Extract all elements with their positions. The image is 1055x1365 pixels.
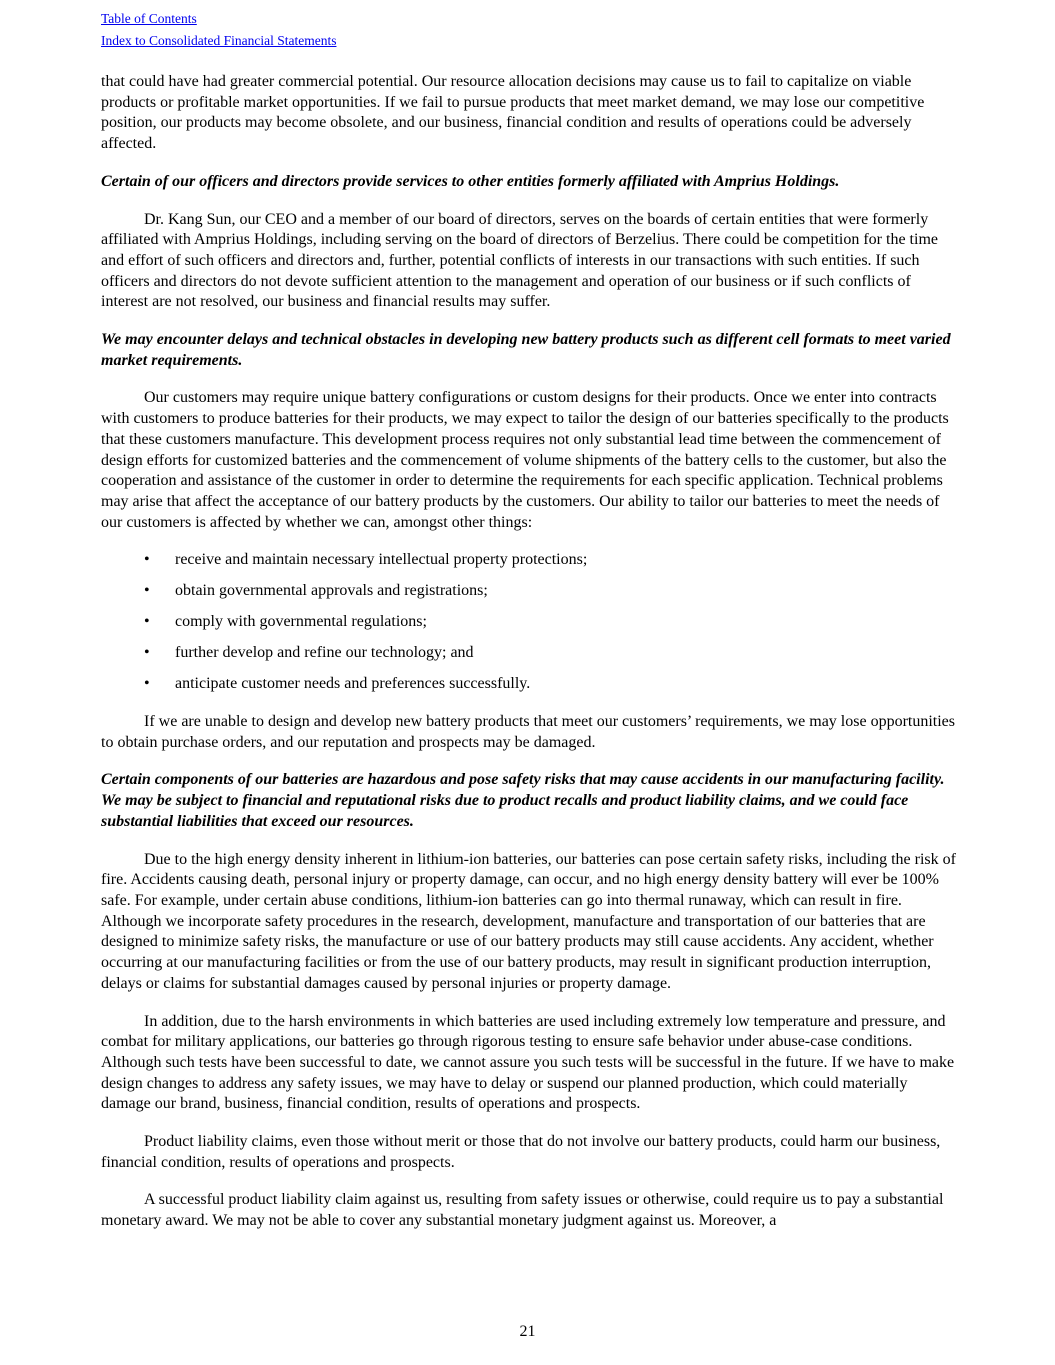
list-item-text: anticipate customer needs and preferences successfully. (175, 675, 531, 693)
list-item (101, 612, 957, 633)
page-number: 21 (519, 1323, 536, 1340)
bullet-glyph: • (144, 582, 150, 600)
list-item-text: comply with governmental regulations; (175, 613, 427, 631)
paragraph-energy-density: Due to the high energy density inherent in lithium-ion batteries, our batteries can pose certain safety risks, including the risk of fire. Accidents causing death, personal injury or property damage, can occur, and no high energy density battery will ever be 100% safe. For example, under certain abuse conditions, lithium-ion batteries can go into thermal runaway, which can result in fire. Although we incorporate safety procedures in the research, development, manufacture and transportation of our batteries that are designed to minimize safety risks, the manufacture or use of our battery products may still cause accidents. Any accident, whether occurring at our manufacturing facilities or from the use of our battery products, may result in significant production interruption, delays or claims for substantial damages caused by personal injuries or property damage. (101, 850, 956, 992)
paragraph-successful-claim: A successful product liability claim against us, resulting from safety issues or otherwise, could require us to pay a substantial monetary award. We may not be able to cover any substantial monetary judgment against us. Moreover, a (101, 1191, 944, 1230)
list-item-text: further develop and refine our technology; and (175, 644, 474, 662)
list-item-text: obtain governmental approvals and registrations; (175, 582, 488, 600)
list-item (101, 674, 957, 695)
bullet-glyph: • (144, 551, 150, 569)
bullet-glyph: • (144, 613, 150, 631)
bullet-glyph: • (144, 675, 150, 693)
index-financial-statements-link[interactable]: Index to Consolidated Financial Statements (101, 33, 337, 48)
paragraph-unable-to-design: If we are unable to design and develop new battery products that meet our customers’ requirements, we may lose opportunities to obtain purchase orders, and our reputation and prospects may be damaged. (101, 713, 956, 751)
list-item (101, 581, 957, 602)
bullet-glyph: • (144, 644, 150, 662)
paragraph-resource-allocation: that could have had greater commercial potential. Our resource allocation decisions may cause us to fail to capitalize on viable products or profitable market opportunities. If we fail to pursue products that meet market demand, we may lose our competitive position, our products may become obsolete, and our business, financial condition and results of operations could be adversely affected. (101, 73, 925, 153)
heading-officers-directors: Certain of our officers and directors provide services to other entities formerly affiliated with Amprius Holdings. (101, 172, 840, 190)
paragraph-liability-claims: Product liability claims, even those without merit or those that do not involve our battery products, could harm our business, financial condition, results of operations and prospects. (101, 1133, 941, 1171)
paragraph-harsh-environments: In addition, due to the harsh environments in which batteries are used including extremely low temperature and pressure, and combat for military applications, our batteries go through rigorous testing to ensure safe behavior under abuse-case conditions. Although such tests have been successful to date, we cannot assure you such tests will be successful in the future. If we have to make design changes to address any safety issues, we may have to delay or suspend our planned production, which could materially damage our brand, business, financial condition, results of operations and prospects. (101, 1012, 955, 1113)
table-of-contents-link[interactable]: Table of Contents (101, 11, 197, 26)
heading-technical-obstacles: We may encounter delays and technical obstacles in developing new battery products such as different cell formats to meet varied market requirements. (101, 331, 951, 369)
heading-hazardous-components: Certain components of our batteries are hazardous and pose safety risks that may cause accidents in our manufacturing facility. We may be subject to financial and reputational risks due to product recalls and product liability claims, and we could face substantial liabilities that exceed our resources. (101, 771, 945, 830)
document-page (101, 8, 957, 1249)
document-body (101, 72, 957, 1232)
paragraph-customer-configurations: Our customers may require unique battery configurations or custom designs for their products. Once we enter into contracts with customers to produce batteries for their products, we may expect to tailor the design of our batteries specifically to the products that these customers manufacture. This development process requires not only substantial lead time between the commencement of design efforts for customized batteries and the commencement of volume shipments of the battery cells to the customer, but also the cooperation and assistance of the customer in order to determine the requirements for each specific application. Technical problems may arise that affect the acceptance of our battery products by the customers. Our ability to tailor our batteries to meet the needs of our customers is affected by whether we can, amongst other things: (101, 389, 949, 531)
list-item-text: receive and maintain necessary intellectual property protections; (175, 551, 588, 569)
list-item (101, 550, 957, 571)
paragraph-kang-sun: Dr. Kang Sun, our CEO and a member of our board of directors, serves on the boards of certain entities that were formerly affiliated with Amprius Holdings, including serving on the board of directors of Berzelius. There could be competition for the time and effort of such officers and directors and, further, potential conflicts of interests in our transactions with such entities. If such officers and directors do not devote sufficient attention to the management and operation of our business or if such conflicts of interest are not resolved, our business and financial results may suffer. (101, 210, 938, 311)
bullet-list (101, 550, 957, 695)
list-item (101, 643, 957, 664)
